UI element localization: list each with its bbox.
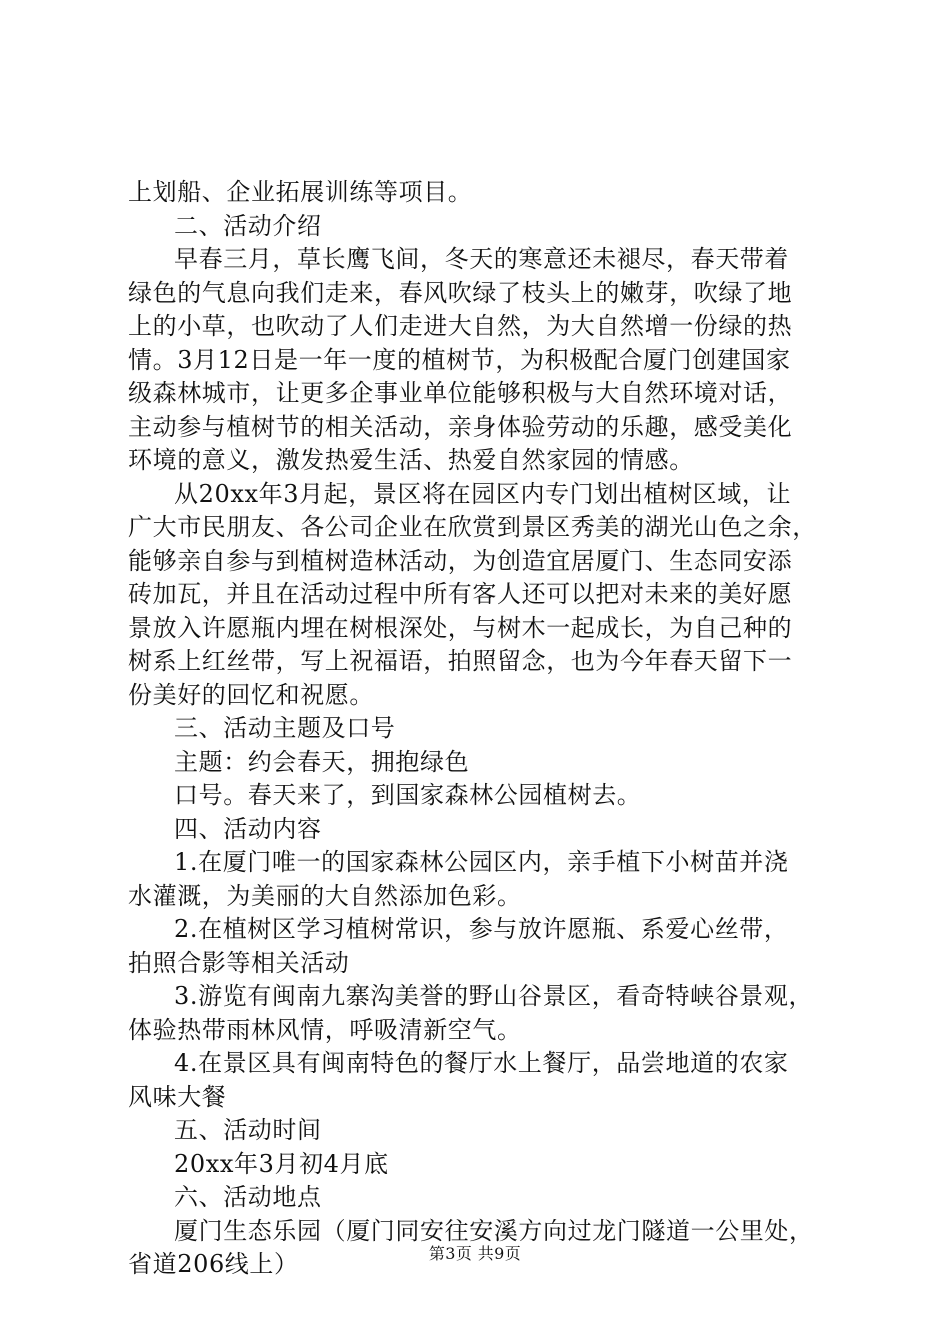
document-body xyxy=(128,176,834,1282)
text-line: 1.在厦门唯一的国家森林公园区内，亲手植下小树苗并浇 xyxy=(174,848,789,876)
text-line: 口号。春天来了，到国家森林公园植树去。 xyxy=(174,781,642,809)
text-line: 主题：约会春天，拥抱绿色 xyxy=(174,747,470,776)
text-line: 厦门生态乐园（厦门同安往安溪方向过龙门隧道一公里处， xyxy=(174,1216,814,1245)
text-line: 环境的意义，激发热爱生活、热爱自然家园的情感。 xyxy=(128,446,694,474)
text-line: 4.在景区具有闽南特色的餐厅水上餐厅，品尝地道的农家 xyxy=(174,1049,789,1077)
text-line: 从20xx年3月起，景区将在园区内专门划出植树区域，让 xyxy=(174,479,792,508)
text-line: 上的小草，也吹动了人们走进大自然，为大自然增一份绿的热 xyxy=(128,312,793,340)
page-footer: 第3页 共9页 xyxy=(428,1244,522,1263)
text-line: 六、活动地点 xyxy=(174,1183,322,1211)
text-line: 四、活动内容 xyxy=(174,814,322,843)
text-line: 体验热带雨林风情，呼吸清新空气。 xyxy=(128,1015,522,1044)
text-line: 2.在植树区学习植树常识，参与放许愿瓶、系爱心丝带， xyxy=(174,915,789,943)
text-line: 三、活动主题及口号 xyxy=(174,714,396,742)
text-line: 拍照合影等相关活动 xyxy=(128,948,350,977)
text-line: 20xx年3月初4月底 xyxy=(174,1149,389,1178)
text-line: 风味大餐 xyxy=(128,1082,227,1111)
text-line: 上划船、企业拓展训练等项目。 xyxy=(128,178,473,206)
text-line: 树系上红丝带，写上祝福语，拍照留念，也为今年春天留下一 xyxy=(128,647,793,675)
text-line: 砖加瓦，并且在活动过程中所有客人还可以把对未来的美好愿 xyxy=(128,580,793,608)
text-line: 省道206线上） xyxy=(128,1250,299,1278)
text-line: 景放入许愿瓶内埋在树根深处，与树木一起成长，为自己种的 xyxy=(128,613,793,642)
text-line: 级森林城市，让更多企事业单位能够积极与大自然环境对话， xyxy=(128,379,793,407)
text-line: 情。3月12日是一年一度的植树节，为积极配合厦门创建国家 xyxy=(128,345,791,374)
text-line: 广大市民朋友、各公司企业在欣赏到景区秀美的湖光山色之余， xyxy=(128,513,817,541)
text-line: 主动参与植树节的相关活动，亲身体验劳动的乐趣，感受美化 xyxy=(128,412,793,441)
text-line: 份美好的回忆和祝愿。 xyxy=(128,680,374,709)
text-line: 水灌溉，为美丽的大自然添加色彩。 xyxy=(128,881,522,910)
text-line: 3.游览有闽南九寨沟美誉的野山谷景区，看奇特峡谷景观， xyxy=(174,982,814,1010)
text-line: 能够亲自参与到植树造林活动，为创造宜居厦门、生态同安添 xyxy=(128,546,793,575)
text-line: 二、活动介绍 xyxy=(174,211,322,240)
text-line: 早春三月，草长鹰飞间，冬天的寒意还未褪尽，春天带着 xyxy=(174,245,789,273)
text-line: 绿色的气息向我们走来，春风吹绿了枝头上的嫩芽，吹绿了地 xyxy=(128,278,793,307)
text-line: 五、活动时间 xyxy=(174,1116,322,1144)
